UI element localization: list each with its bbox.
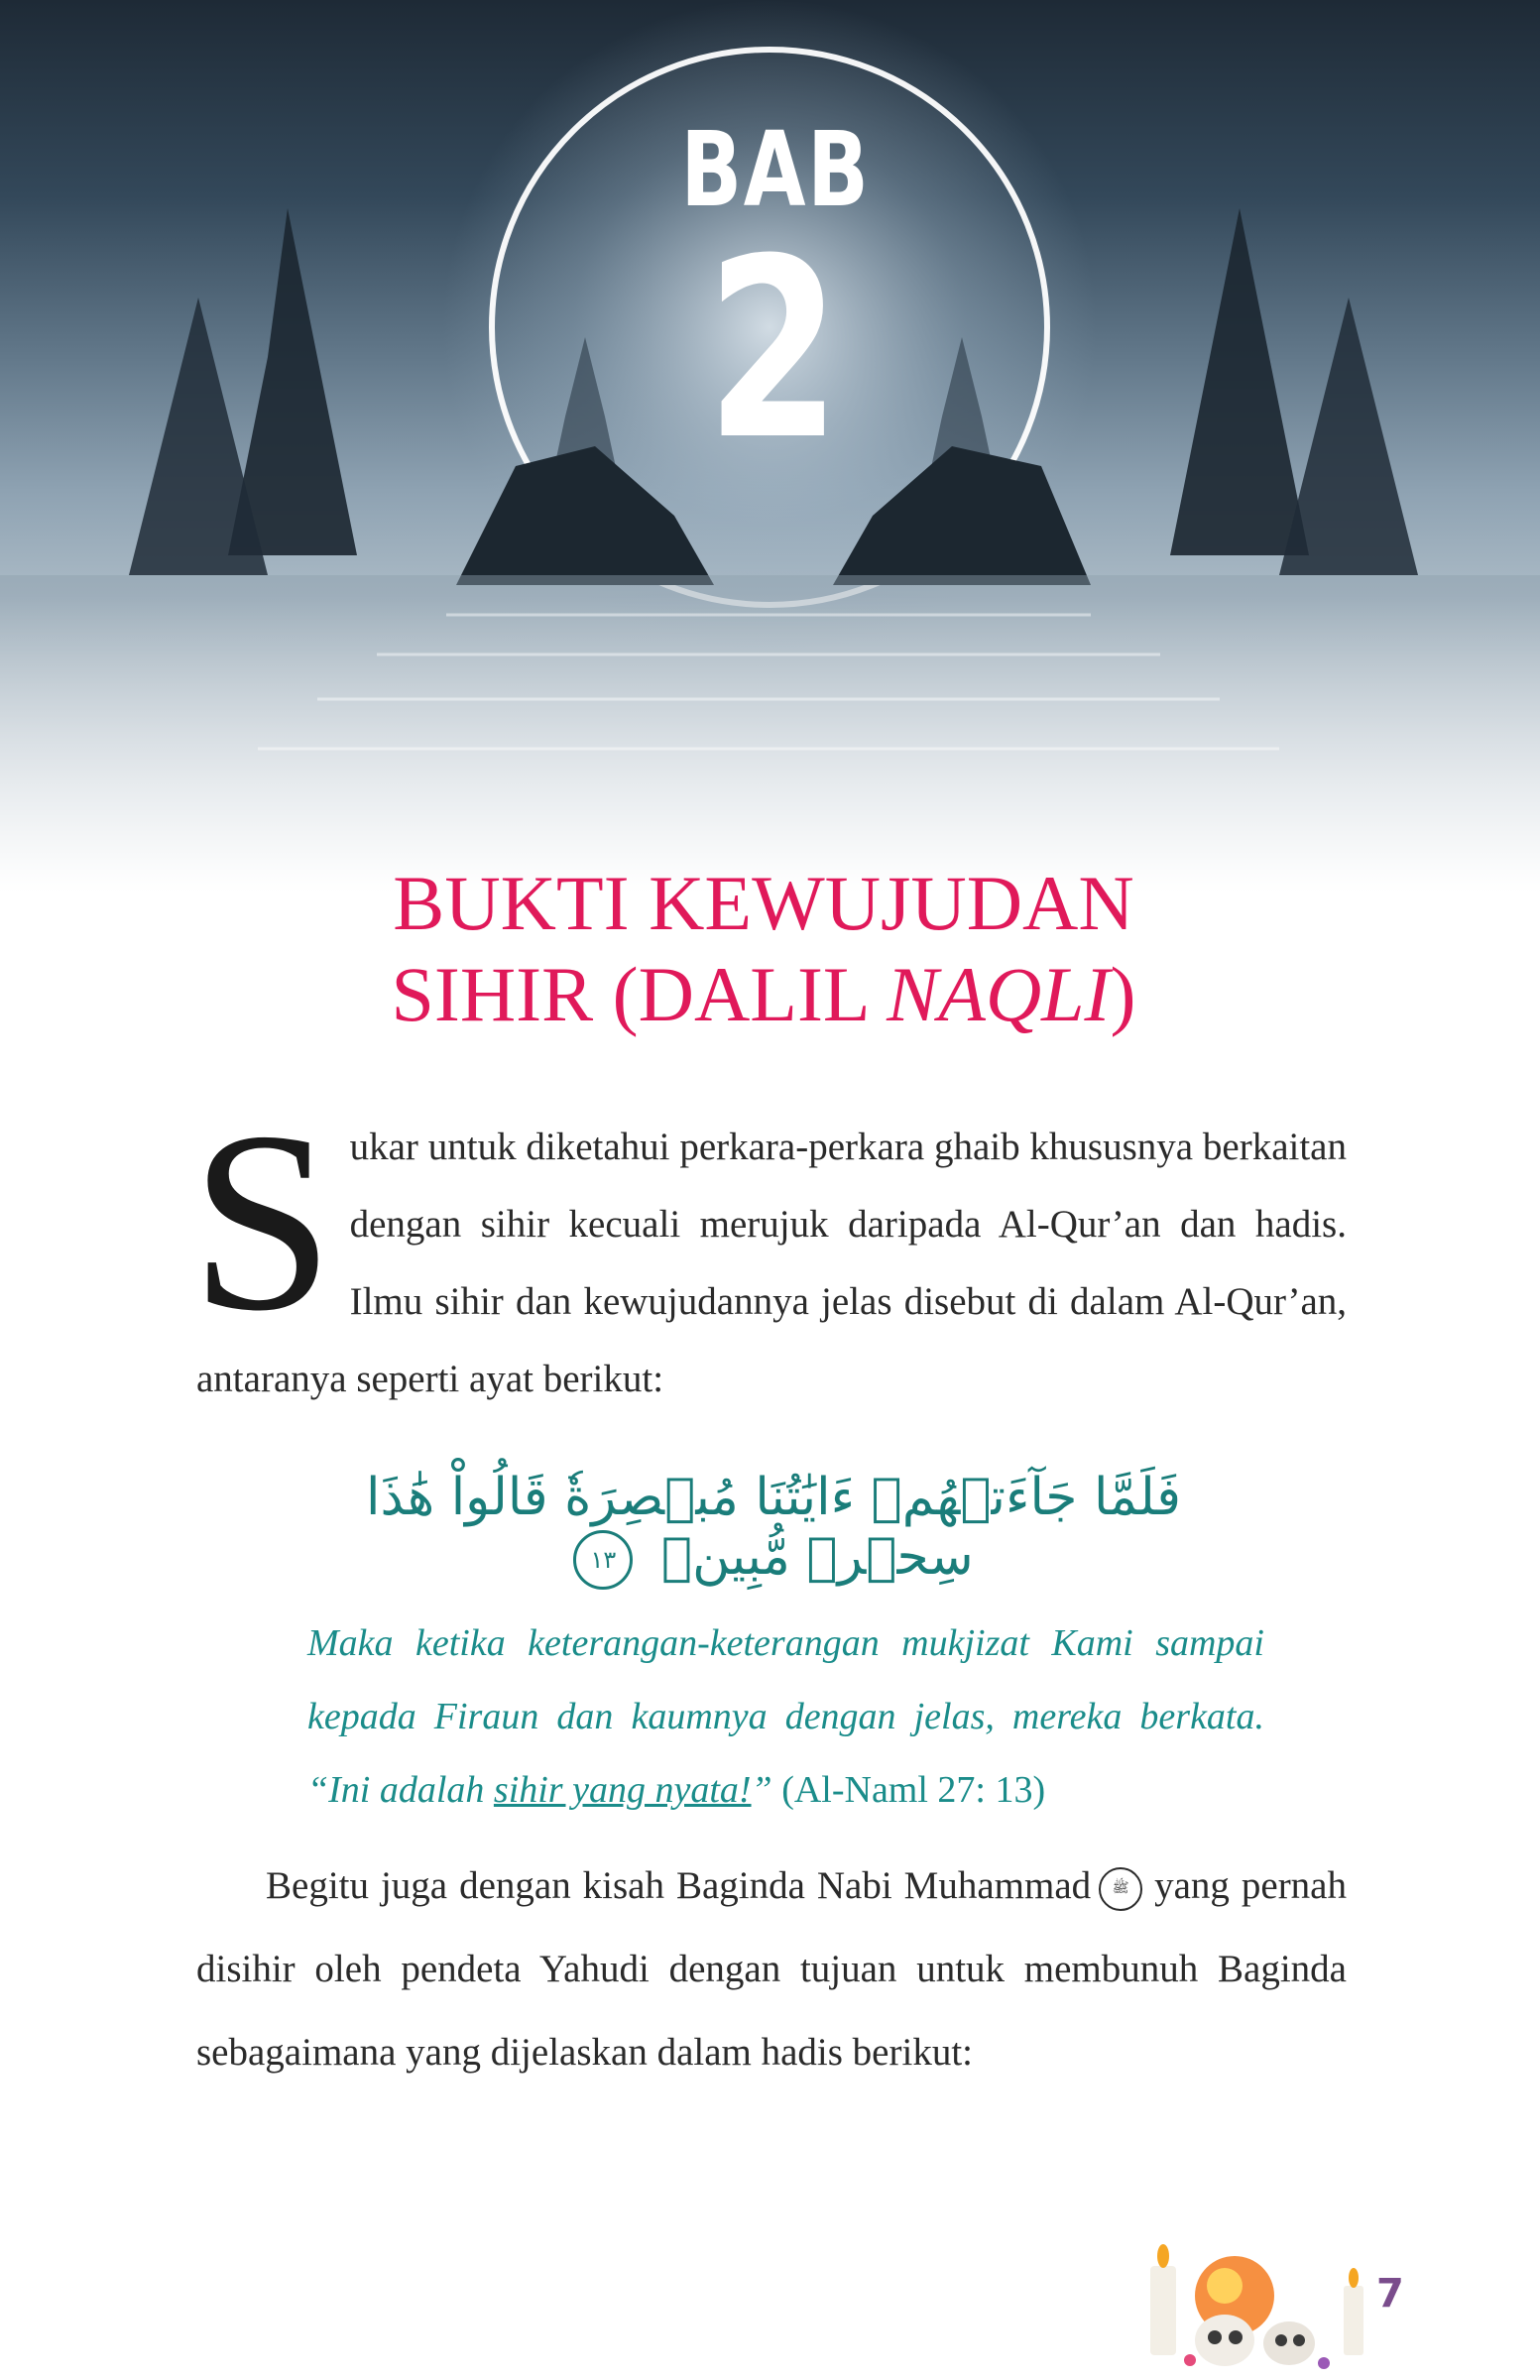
- intro-paragraph: [190, 1079, 1347, 1418]
- translation-underlined: sihir yang nyata!: [493, 1769, 752, 1811]
- quran-verse: [297, 1468, 1249, 1590]
- translation-close-quote: ”: [751, 1769, 772, 1811]
- chapter-number: 2: [706, 205, 841, 494]
- verse-reference: (Al-Naml 27: 13): [771, 1769, 1046, 1811]
- title-line-1: BUKTI KEWUJUDAN: [393, 860, 1134, 946]
- body-paragraph: [196, 1844, 1347, 2094]
- paragraph-text-before: Begitu juga dengan kisah Baginda Nabi Muhammad: [266, 1864, 1092, 1907]
- translation-text: Maka ketika keterangan-keterangan mukjizat Kami sampai kepada Firaun dan kaumnya dengan jelas, mereka berkata. “Ini adalah: [307, 1622, 1264, 1811]
- title-line-2-suffix: ): [1110, 951, 1136, 1037]
- intro-text: ukar untuk diketahui perkara-perkara ghaib khususnya berkaitan dengan sihir kecuali merujuk daripada Al-Qur’an dan hadis. Ilmu sihir dan kewujudannya jelas disebut di dalam Al-Qur’an, antaranya seperti ayat berikut:: [196, 1126, 1347, 1400]
- page-number: 7: [1376, 2271, 1404, 2317]
- title-line-2-prefix: SIHIR (DALIL: [391, 951, 888, 1037]
- verse-translation: [307, 1606, 1264, 1827]
- ayah-number-marker: ١٣: [573, 1530, 633, 1590]
- verse-arabic-text: فَلَمَّا جَآءَتۡهُمۡ ءَايَٰتُنَا مُبۡصِرَةٗ قَالُواْ هَٰذَا سِحۡرٞ مُّبِينٞ: [366, 1468, 1181, 1587]
- chapter-title: [218, 858, 1309, 1040]
- drop-cap: S: [190, 1079, 334, 1365]
- chapter-label: BAB: [680, 109, 871, 230]
- title-line-2-italic: NAQLI: [887, 951, 1111, 1037]
- paragraph-text-after: yang pernah disihir oleh pendeta Yahudi dengan tujuan untuk membunuh Baginda sebagaimana yang dijelaskan dalam hadis berikut:: [196, 1864, 1347, 2074]
- honorific-icon: ﷺ: [1099, 1867, 1142, 1911]
